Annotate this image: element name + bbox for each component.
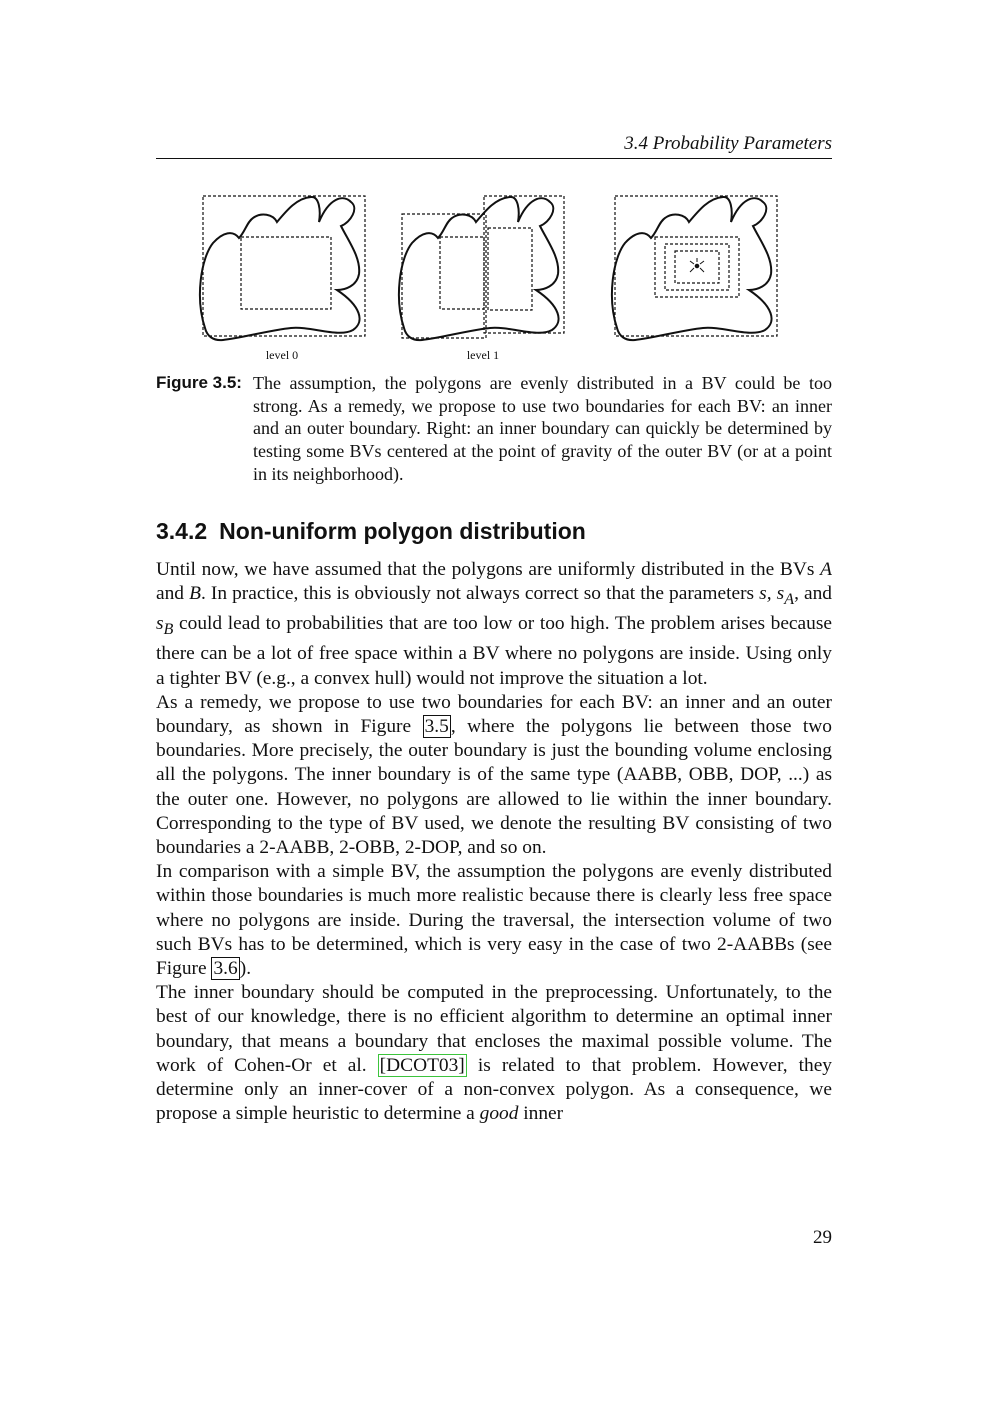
body-text [156, 558, 832, 1126]
center-of-gravity [695, 264, 699, 268]
figure-reference-link[interactable]: 3.5 [424, 715, 449, 737]
panel-label-level-1: level 1 [466, 348, 500, 362]
figure-caption [156, 372, 832, 486]
text-run: is related to that problem. However, they determine only an inner-cover of a non-convex polygon. As a consequence, we propose a simple heuristic to determine a [156, 1054, 832, 1125]
text-run: and [156, 583, 190, 605]
section-heading [156, 515, 832, 547]
citation-link[interactable]: [DCOT03] [379, 1054, 465, 1076]
text-run: could lead to probabilities that are too low or too high. The problem arises because there can be a lot of free space within a BV where no polygons are inside. Using only a tighter BV (e.g., a convex hull) would not improve the situation a lot. [156, 613, 832, 689]
math-symbol: s, s [759, 583, 785, 605]
polygon-outline [200, 197, 360, 340]
text-run: ). [239, 958, 252, 979]
gravity-marker [690, 268, 694, 272]
text-run: , where the polygons lie between those two boundaries. More precisely, the outer boundary is just the bounding volume enclosing all the polygons. The inner boundary is of the same type (AABB, OBB, DOP, ...) as the outer one. However, no polygons are allowed to lie within the inner boundary. Corresponding to the type of BV used, we denote the resulting BV consisting of two boundaries a 2-AABB, 2-OBB, 2-DOP, and so on. [156, 715, 832, 858]
outer-bv-right [484, 196, 564, 333]
polygon-outline [399, 197, 559, 340]
text-run: . In practice, this is obviously not always correct so that the parameters [200, 583, 760, 605]
outer-bv [203, 196, 365, 336]
figure-3-5-diagram [195, 188, 795, 368]
text-run: The inner boundary should be computed in the preprocessing. Unfortunately, to the best of our knowledge, there is no efficient algorithm to determine an optimal inner boundary, that means a boundary that encloses the maximal possible volume. The work of Cohen-Or et al. [156, 982, 832, 1076]
math-subscript: A [784, 591, 795, 609]
section-title: Non-uniform polygon distribution [219, 518, 586, 544]
gravity-marker [690, 261, 694, 264]
figure-3-5 [195, 188, 795, 368]
caption-label: Figure 3.5: [156, 373, 242, 392]
inner-bv-left [440, 237, 484, 309]
panel-inner-boundary-search [612, 196, 777, 340]
math-symbol: B [189, 583, 201, 605]
gravity-marker [700, 268, 704, 272]
figure-reference-link[interactable]: 3.6 [213, 958, 238, 979]
text-run: inner [518, 1103, 564, 1125]
gravity-marker [700, 261, 704, 264]
paragraph-2 [156, 691, 832, 860]
running-header: 3.4 Probability Parameters [624, 133, 832, 154]
inner-bv [241, 237, 331, 309]
panel-level-1 [399, 196, 564, 340]
paragraph-1 [156, 558, 832, 691]
outer-bv-left [402, 214, 486, 338]
header-rule [156, 158, 832, 159]
polygon-outline [612, 197, 772, 340]
paragraph-3 [156, 860, 832, 981]
caption-text: The assumption, the polygons are evenly distributed in a BV could be too strong. As a remedy, we propose to use two boundaries for each BV: an inner and an outer boundary. Right: an inner boundary can quickly be determined by testing some BVs centered at the point of gravity of the outer BV (or at a point in its neighborhood). [253, 373, 832, 484]
text-run: In comparison with a simple BV, the assumption the polygons are evenly distributed within those boundaries is much more realistic because there is clearly less free space where no polygons are inside. During the traversal, the intersection volume of two such BVs has to be determined, which is very easy in the case of two 2-AABBs (see Figure [156, 861, 832, 979]
text-run: , and [794, 583, 832, 605]
math-symbol: A [820, 559, 832, 580]
math-subscript: B [163, 621, 174, 639]
page-number: 29 [813, 1227, 832, 1248]
math-symbol: s [156, 613, 164, 635]
text-run: As a remedy, we propose to use two boundaries for each BV: an inner and an outer boundary, as shown in Figure [156, 691, 832, 737]
emphasis: good [479, 1103, 519, 1125]
section-number: 3.4.2 [156, 518, 208, 544]
panel-level-0 [200, 196, 365, 340]
inner-bv-right [488, 228, 532, 310]
paragraph-4 [156, 981, 832, 1126]
panel-label-level-0: level 0 [265, 348, 299, 362]
text-run: Until now, we have assumed that the polygons are uniformly distributed in the BVs [156, 559, 821, 580]
